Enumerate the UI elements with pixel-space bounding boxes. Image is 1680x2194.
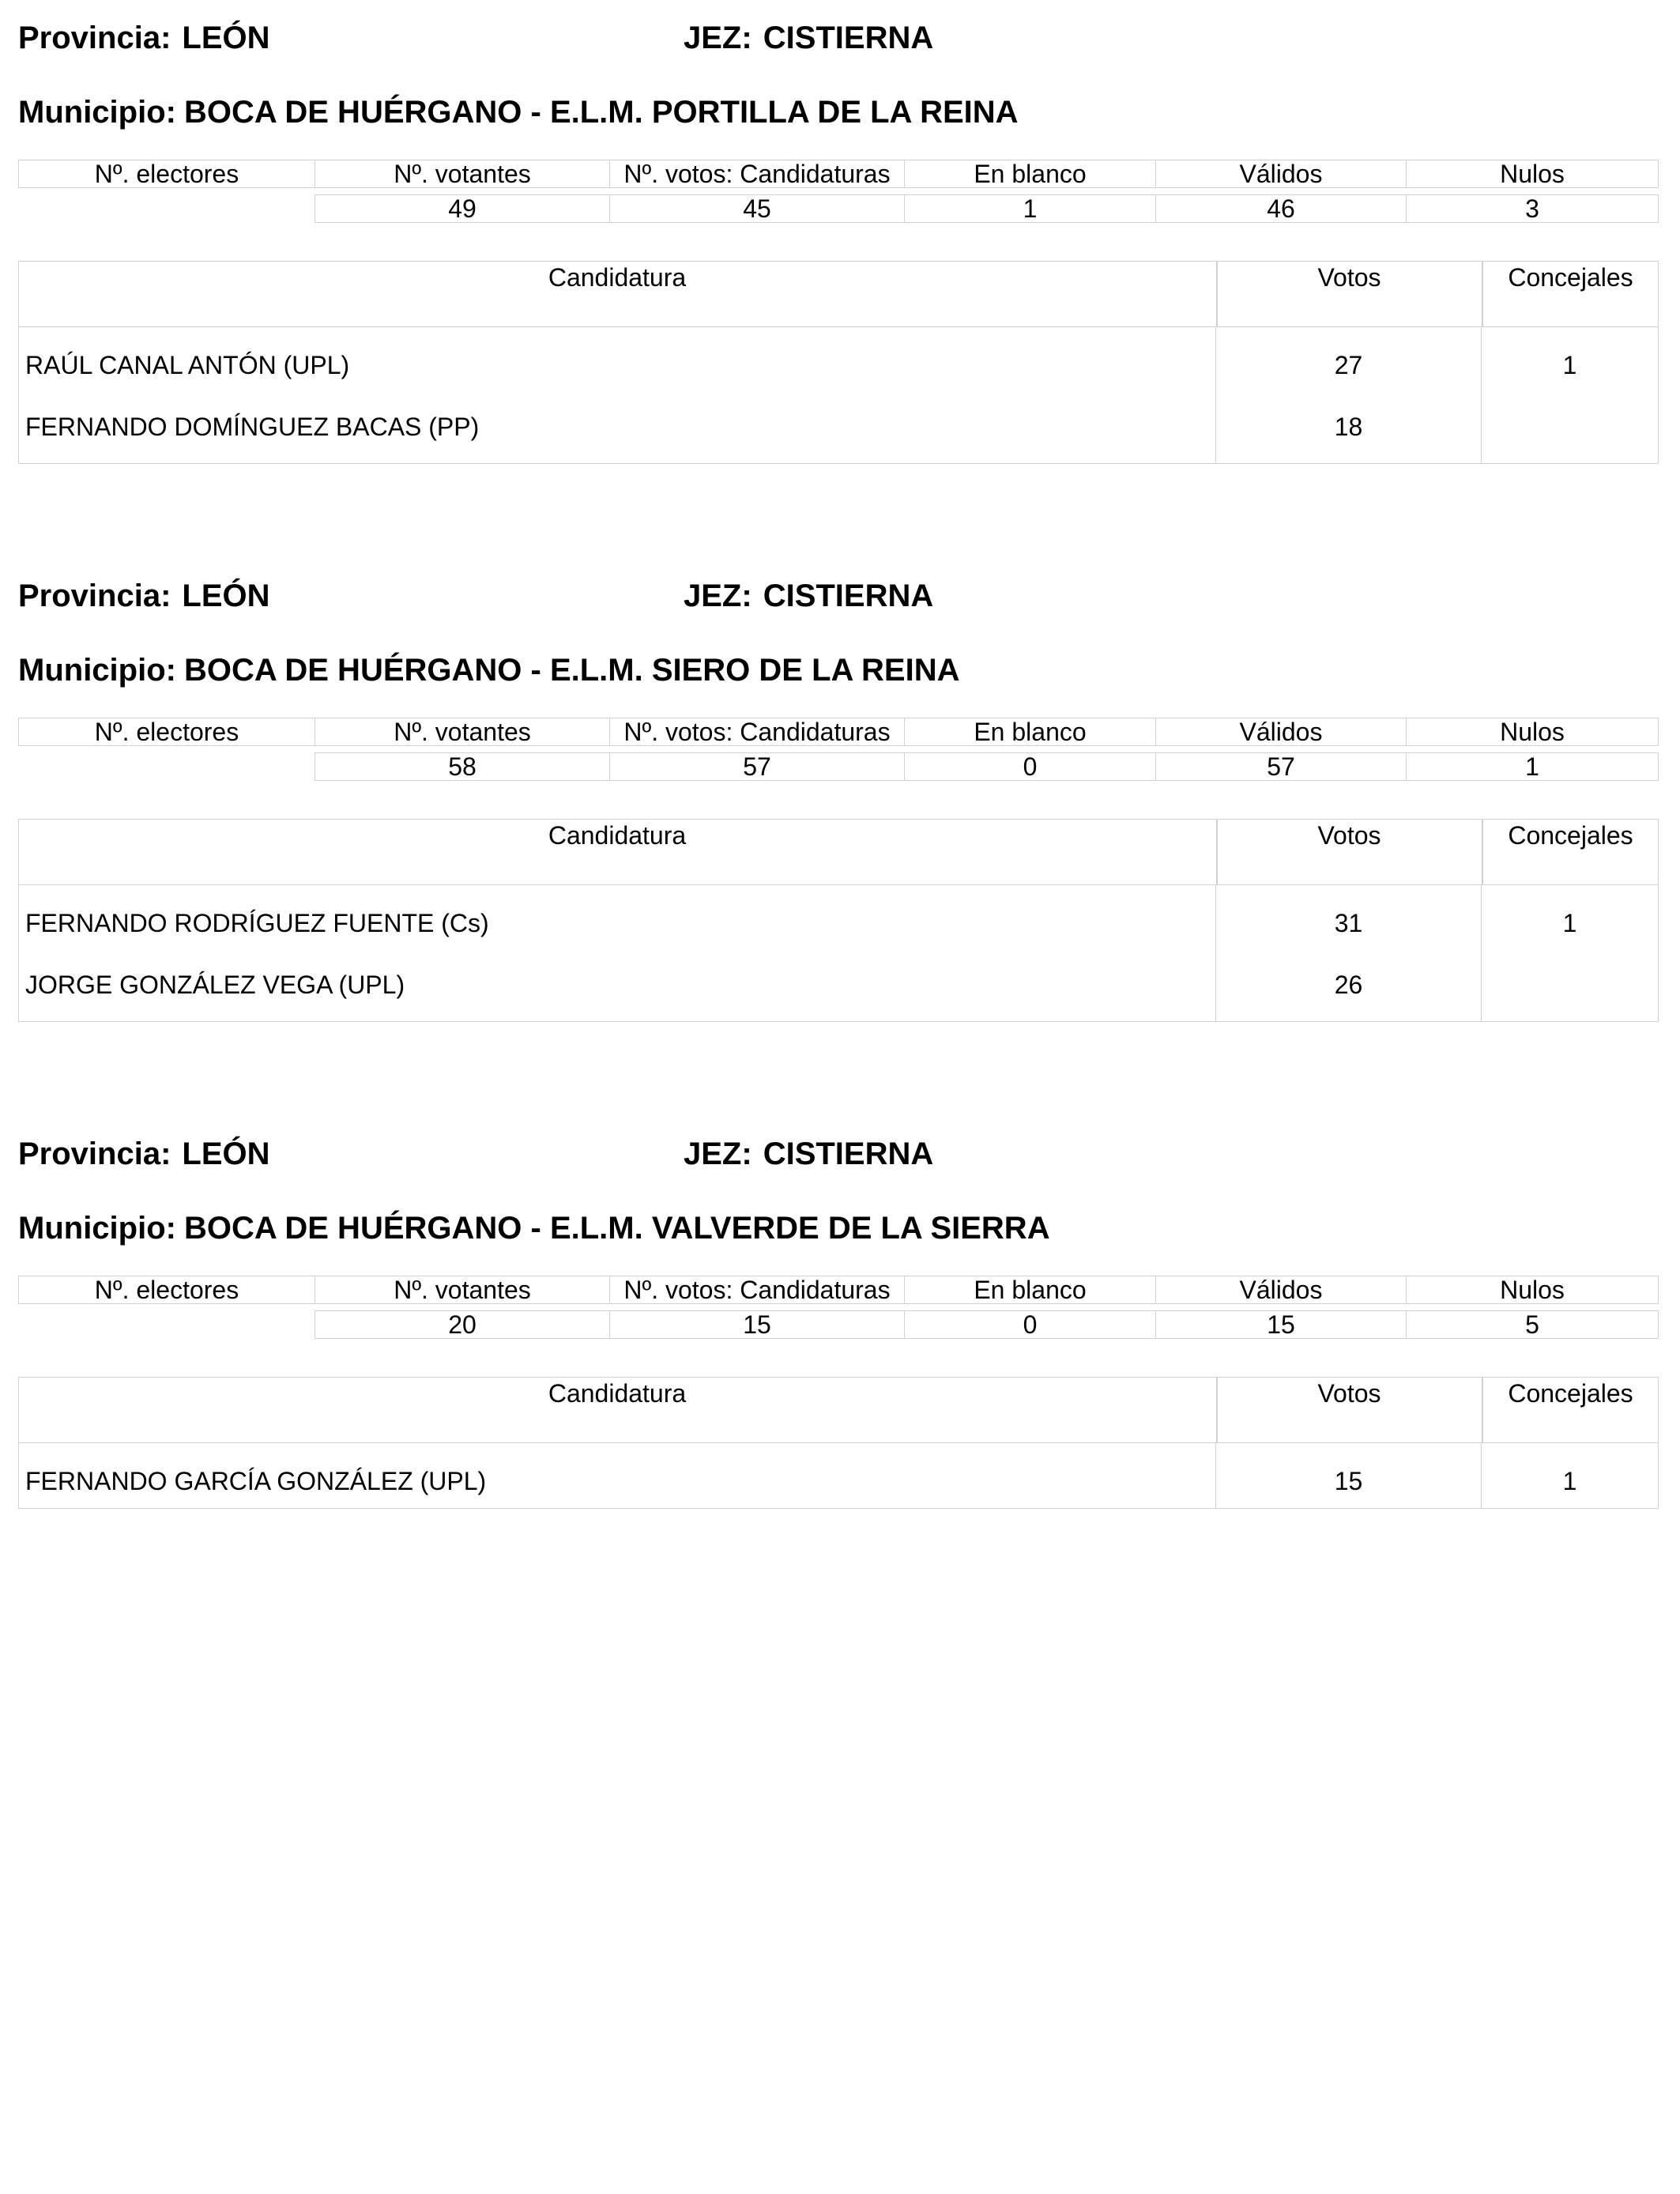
candidate-name: FERNANDO GARCÍA GONZÁLEZ (UPL) xyxy=(25,1467,487,1495)
candidates-header-concejales: Concejales xyxy=(1482,820,1658,884)
provincia-heading: Provincia: LEÓN xyxy=(18,21,270,55)
candidate-votes: 26 xyxy=(1334,971,1363,999)
candidates-header-row xyxy=(19,262,1658,327)
stats-header-nulos: Nulos xyxy=(1406,1276,1659,1304)
stats-header-votantes: Nº. votantes xyxy=(315,718,610,746)
jez-heading: JEZ: CISTIERNA xyxy=(684,1137,934,1171)
stats-value-nulos: 5 xyxy=(1406,1310,1659,1339)
stats-value-votos-candidaturas: 15 xyxy=(609,1310,905,1339)
stats-table xyxy=(18,1276,1659,1339)
municipio-value: BOCA DE HUÉRGANO - E.L.M. PORTILLA DE LA REINA xyxy=(183,95,1019,130)
stats-header-nulos: Nulos xyxy=(1406,718,1659,746)
stats-header-row xyxy=(18,160,1659,188)
jez-value: CISTIERNA xyxy=(763,1137,934,1171)
municipio-value: BOCA DE HUÉRGANO - E.L.M. SIERO DE LA REINA xyxy=(183,653,960,688)
table-row xyxy=(19,953,1658,1021)
jez-heading: JEZ: CISTIERNA xyxy=(684,21,934,55)
table-row xyxy=(19,885,1658,953)
stats-value-row xyxy=(18,1310,1659,1339)
candidates-body xyxy=(19,1443,1658,1508)
candidates-header-row xyxy=(19,820,1658,885)
provincia-value: LEÓN xyxy=(182,1137,270,1171)
stats-header-electores: Nº. electores xyxy=(18,1276,315,1304)
table-row xyxy=(19,395,1658,463)
stats-header-votos-candidaturas: Nº. votos: Candidaturas xyxy=(609,160,905,188)
candidate-name: FERNANDO DOMÍNGUEZ BACAS (PP) xyxy=(25,413,480,441)
stats-header-votos-candidaturas: Nº. votos: Candidaturas xyxy=(609,718,905,746)
stats-table xyxy=(18,718,1659,781)
stats-value-validos: 46 xyxy=(1155,194,1407,223)
candidate-votes: 18 xyxy=(1334,413,1363,441)
candidates-table xyxy=(18,1377,1659,1509)
candidates-header-candidatura: Candidatura xyxy=(548,263,687,292)
result-section-siero xyxy=(18,558,1659,1032)
stats-value-row xyxy=(18,752,1659,781)
stats-value-en-blanco: 0 xyxy=(904,752,1156,781)
stats-value-en-blanco: 1 xyxy=(904,194,1156,223)
candidates-body xyxy=(19,885,1658,1021)
stats-header-electores: Nº. electores xyxy=(18,160,315,188)
result-section-portilla xyxy=(18,0,1659,474)
stats-value-electores xyxy=(18,194,315,223)
candidates-header-concejales: Concejales xyxy=(1482,1378,1658,1442)
candidates-table xyxy=(18,819,1659,1022)
stats-header-en-blanco: En blanco xyxy=(904,160,1156,188)
stats-value-votantes: 58 xyxy=(315,752,610,781)
stats-value-votantes: 49 xyxy=(315,194,610,223)
stats-value-votantes: 20 xyxy=(315,1310,610,1339)
jez-heading: JEZ: CISTIERNA xyxy=(684,579,934,613)
candidate-concejales: 1 xyxy=(1562,909,1577,937)
stats-value-nulos: 1 xyxy=(1406,752,1659,781)
candidates-header-concejales: Concejales xyxy=(1482,262,1658,326)
candidates-header-row xyxy=(19,1378,1658,1443)
candidate-votes: 27 xyxy=(1334,351,1363,379)
candidate-concejales: 1 xyxy=(1562,351,1577,379)
stats-value-validos: 15 xyxy=(1155,1310,1407,1339)
stats-header-en-blanco: En blanco xyxy=(904,718,1156,746)
municipio-heading: Municipio: BOCA DE HUÉRGANO - E.L.M. PORTILLA DE LA REINA xyxy=(18,95,1019,130)
stats-header-row xyxy=(18,718,1659,746)
provincia-value: LEÓN xyxy=(182,579,270,613)
jez-value: CISTIERNA xyxy=(763,579,934,613)
stats-header-nulos: Nulos xyxy=(1406,160,1659,188)
candidates-header-votos: Votos xyxy=(1216,820,1481,884)
candidate-votes: 15 xyxy=(1334,1467,1363,1495)
candidates-header-votos: Votos xyxy=(1216,262,1481,326)
candidates-header-candidatura: Candidatura xyxy=(548,821,687,850)
stats-value-validos: 57 xyxy=(1155,752,1407,781)
provincia-value: LEÓN xyxy=(182,21,270,55)
stats-header-electores: Nº. electores xyxy=(18,718,315,746)
stats-header-validos: Válidos xyxy=(1155,718,1407,746)
stats-value-votos-candidaturas: 57 xyxy=(609,752,905,781)
stats-value-en-blanco: 0 xyxy=(904,1310,1156,1339)
stats-value-electores xyxy=(18,752,315,781)
stats-table xyxy=(18,160,1659,223)
stats-value-nulos: 3 xyxy=(1406,194,1659,223)
candidate-name: FERNANDO RODRÍGUEZ FUENTE (Cs) xyxy=(25,909,489,937)
candidate-concejales: 1 xyxy=(1562,1467,1577,1495)
stats-value-electores xyxy=(18,1310,315,1339)
candidates-header-candidatura: Candidatura xyxy=(548,1379,687,1408)
municipio-value: BOCA DE HUÉRGANO - E.L.M. VALVERDE DE LA SIERRA xyxy=(183,1211,1050,1246)
candidates-header-votos: Votos xyxy=(1216,1378,1481,1442)
candidate-name: JORGE GONZÁLEZ VEGA (UPL) xyxy=(25,971,405,999)
stats-header-validos: Válidos xyxy=(1155,1276,1407,1304)
provincia-heading: Provincia: LEÓN xyxy=(18,1137,270,1171)
municipio-heading: Municipio: BOCA DE HUÉRGANO - E.L.M. SIERO DE LA REINA xyxy=(18,653,960,688)
jez-value: CISTIERNA xyxy=(763,21,934,55)
candidate-votes: 31 xyxy=(1334,909,1363,937)
stats-value-row xyxy=(18,194,1659,223)
candidates-table xyxy=(18,261,1659,464)
stats-header-votantes: Nº. votantes xyxy=(315,160,610,188)
provincia-heading: Provincia: LEÓN xyxy=(18,579,270,613)
candidates-body xyxy=(19,327,1658,463)
result-section-valverde xyxy=(18,1116,1659,1590)
stats-header-votos-candidaturas: Nº. votos: Candidaturas xyxy=(609,1276,905,1304)
stats-header-votantes: Nº. votantes xyxy=(315,1276,610,1304)
candidate-name: RAÚL CANAL ANTÓN (UPL) xyxy=(25,351,350,379)
municipio-heading: Municipio: BOCA DE HUÉRGANO - E.L.M. VALVERDE DE LA SIERRA xyxy=(18,1211,1050,1246)
table-row xyxy=(19,1443,1658,1508)
stats-header-validos: Válidos xyxy=(1155,160,1407,188)
stats-value-votos-candidaturas: 45 xyxy=(609,194,905,223)
stats-header-en-blanco: En blanco xyxy=(904,1276,1156,1304)
stats-header-row xyxy=(18,1276,1659,1304)
table-row xyxy=(19,327,1658,395)
